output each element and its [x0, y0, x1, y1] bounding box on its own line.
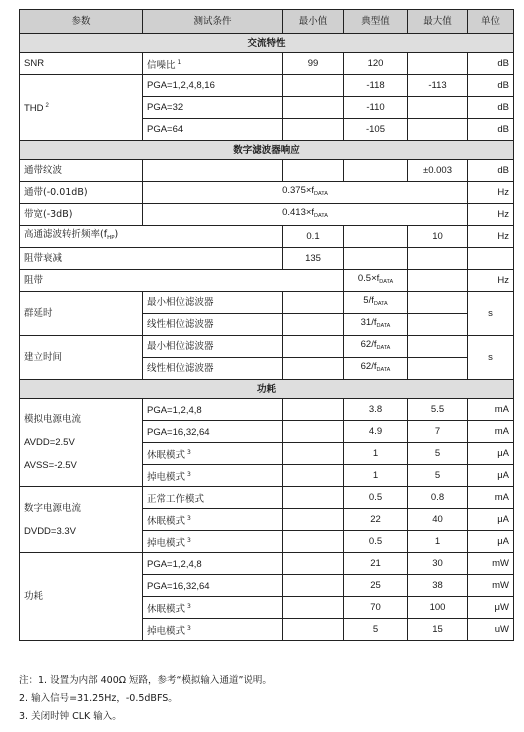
min-empty — [283, 487, 344, 509]
cond-pd: 掉电模式 $^3$ — [143, 619, 283, 641]
unit-thd: dB — [468, 75, 514, 97]
unit-passband: Hz — [468, 182, 514, 204]
min-empty — [283, 119, 344, 141]
param-bandwidth: 带宽(-3dB) — [20, 204, 143, 226]
section-filter: 数字滤波器响应 — [20, 141, 514, 160]
typ-empty — [344, 248, 408, 270]
typ-passband: $0.375\times f_{DATA}$ — [143, 182, 468, 204]
max-thd — [408, 119, 468, 141]
param-thd: THD $^2$ — [20, 75, 143, 141]
min-empty — [283, 97, 344, 119]
cond-analog: PGA=16,32,64 — [143, 421, 283, 443]
unit-empty — [468, 248, 514, 270]
param-line: 模拟电源电流 — [24, 414, 82, 425]
min-empty — [283, 421, 344, 443]
table-row — [20, 336, 514, 358]
max-pd: 38 — [408, 575, 468, 597]
unit-pd: uW — [468, 619, 514, 641]
param-snr: SNR — [20, 53, 143, 75]
unit-digital: mA — [468, 487, 514, 509]
typ-pd: 70 — [344, 597, 408, 619]
unit-analog: mA — [468, 399, 514, 421]
param-stopband: 阻带 — [20, 270, 344, 292]
table-row — [20, 487, 514, 509]
cond-analog: PGA=1,2,4,8 — [143, 399, 283, 421]
min-empty — [283, 292, 344, 314]
header-max: 最大值 — [408, 10, 468, 34]
min-snr: 99 — [283, 53, 344, 75]
max-thd — [408, 97, 468, 119]
min-empty — [283, 597, 344, 619]
table-row — [20, 553, 514, 575]
param-stopband-att: 阻带衰减 — [20, 248, 283, 270]
max-snr — [408, 53, 468, 75]
max-pd: 15 — [408, 619, 468, 641]
min-empty — [283, 575, 344, 597]
max-empty — [408, 336, 468, 358]
cond-group-delay: 线性相位滤波器 — [143, 314, 283, 336]
typ-settling: $62/f_{DATA}$ — [344, 336, 408, 358]
unit-thd: dB — [468, 97, 514, 119]
unit-pd: mW — [468, 553, 514, 575]
header-unit: 单位 — [468, 10, 514, 34]
footnotes — [19, 672, 513, 726]
param-line: AVDD=2.5V — [24, 437, 75, 448]
min-stopband-att: 135 — [283, 248, 344, 270]
table-row — [20, 292, 514, 314]
typ-analog: 3.8 — [344, 399, 408, 421]
typ-stopband: $0.5\times f_{DATA}$ — [344, 270, 408, 292]
unit-bandwidth: Hz — [468, 204, 514, 226]
min-empty — [283, 399, 344, 421]
typ-thd: -110 — [344, 97, 408, 119]
cond-snr: 信噪比 $^1$ — [143, 53, 283, 75]
typ-digital: 0.5 — [344, 531, 408, 553]
unit-thd: dB — [468, 119, 514, 141]
max-ripple: ±0.003 — [408, 160, 468, 182]
max-analog: 7 — [408, 421, 468, 443]
param-line: DVDD=3.3V — [24, 525, 77, 537]
spec-table — [19, 9, 514, 641]
param-line: AVSS=-2.5V — [24, 460, 77, 471]
typ-pd: 25 — [344, 575, 408, 597]
cond-thd: PGA=32 — [143, 97, 283, 119]
param-analog-supply — [20, 399, 143, 487]
cond-digital: 掉电模式 $^3$ — [143, 531, 283, 553]
param-line: 数字电源电流 — [24, 502, 82, 514]
typ-digital: 0.5 — [344, 487, 408, 509]
header-min: 最小值 — [283, 10, 344, 34]
unit-pd: μW — [468, 597, 514, 619]
cond-thd: PGA=1,2,4,8,16 — [143, 75, 283, 97]
cond-empty — [143, 160, 283, 182]
typ-snr: 120 — [344, 53, 408, 75]
unit-analog: μA — [468, 443, 514, 465]
unit-hpf: Hz — [468, 226, 514, 248]
unit-pd: mW — [468, 575, 514, 597]
cond-settling: 最小相位滤波器 — [143, 336, 283, 358]
max-empty — [408, 248, 468, 270]
table-row — [20, 248, 514, 270]
param-power-dissipation: 功耗 — [20, 553, 143, 641]
cond-digital: 正常工作模式 — [143, 487, 283, 509]
param-digital-supply — [20, 487, 143, 553]
cond-analog: 掉电模式 $^3$ — [143, 465, 283, 487]
min-empty — [283, 358, 344, 380]
unit-analog: μA — [468, 465, 514, 487]
max-empty — [408, 270, 468, 292]
cond-pd: PGA=16,32,64 — [143, 575, 283, 597]
unit-group-delay: s — [468, 292, 514, 336]
table-row — [20, 399, 514, 421]
typ-analog: 1 — [344, 443, 408, 465]
unit-digital: μA — [468, 531, 514, 553]
cond-settling: 线性相位滤波器 — [143, 358, 283, 380]
param-settling: 建立时间 — [20, 336, 143, 380]
typ-analog: 4.9 — [344, 421, 408, 443]
min-empty — [283, 531, 344, 553]
unit-digital: μA — [468, 509, 514, 531]
cond-thd: PGA=64 — [143, 119, 283, 141]
max-empty — [408, 358, 468, 380]
unit-snr: dB — [468, 53, 514, 75]
table-row — [20, 226, 514, 248]
typ-pd: 5 — [344, 619, 408, 641]
section-power: 功耗 — [20, 380, 514, 399]
section-ac: 交流特性 — [20, 34, 514, 53]
min-empty — [283, 619, 344, 641]
max-analog: 5.5 — [408, 399, 468, 421]
max-pd: 100 — [408, 597, 468, 619]
min-empty — [283, 336, 344, 358]
min-empty — [283, 553, 344, 575]
param-ripple: 通带纹波 — [20, 160, 143, 182]
table-row — [20, 75, 514, 97]
cond-pd: PGA=1,2,4,8 — [143, 553, 283, 575]
max-empty — [408, 314, 468, 336]
cond-pd: 休眠模式 $^3$ — [143, 597, 283, 619]
max-hpf: 10 — [408, 226, 468, 248]
typ-group-delay: $31/f_{DATA}$ — [344, 314, 408, 336]
unit-stopband: Hz — [468, 270, 514, 292]
table-row — [20, 160, 514, 182]
max-empty — [408, 292, 468, 314]
typ-settling: $62/f_{DATA}$ — [344, 358, 408, 380]
unit-settling: s — [468, 336, 514, 380]
max-thd: -113 — [408, 75, 468, 97]
header-param: 参数 — [20, 10, 143, 34]
typ-group-delay: $5/f_{DATA}$ — [344, 292, 408, 314]
min-empty — [283, 509, 344, 531]
typ-pd: 21 — [344, 553, 408, 575]
unit-ripple: dB — [468, 160, 514, 182]
param-passband: 通带(-0.01dB) — [20, 182, 143, 204]
max-pd: 30 — [408, 553, 468, 575]
min-empty — [283, 314, 344, 336]
header-typ: 典型值 — [344, 10, 408, 34]
cond-group-delay: 最小相位滤波器 — [143, 292, 283, 314]
cond-analog: 休眠模式 $^3$ — [143, 443, 283, 465]
max-analog: 5 — [408, 465, 468, 487]
header-row — [20, 10, 514, 34]
unit-analog: mA — [468, 421, 514, 443]
typ-analog: 1 — [344, 465, 408, 487]
max-analog: 5 — [408, 443, 468, 465]
typ-empty — [344, 160, 408, 182]
cond-digital: 休眠模式 $^3$ — [143, 509, 283, 531]
min-empty — [283, 443, 344, 465]
typ-digital: 22 — [344, 509, 408, 531]
typ-thd: -105 — [344, 119, 408, 141]
footnote-1: 注：1. 设置为内部 400Ω 短路，参考“模拟输入通道”说明。 — [19, 675, 272, 686]
typ-thd: -118 — [344, 75, 408, 97]
min-empty — [283, 160, 344, 182]
header-condition: 测试条件 — [143, 10, 283, 34]
min-empty — [283, 465, 344, 487]
table-row — [20, 204, 514, 226]
min-empty — [283, 75, 344, 97]
typ-empty — [344, 226, 408, 248]
max-digital: 0.8 — [408, 487, 468, 509]
typ-bandwidth: $0.413\times f_{DATA}$ — [143, 204, 468, 226]
param-group-delay: 群延时 — [20, 292, 143, 336]
param-hpf: 高通滤波转折频率$(f_{HP})$ — [20, 226, 283, 248]
table-row — [20, 53, 514, 75]
table-row — [20, 270, 514, 292]
min-hpf: 0.1 — [283, 226, 344, 248]
table-row — [20, 182, 514, 204]
footnote-2: 2. 输入信号=31.25Hz，-0.5dBFS。 — [19, 693, 178, 704]
max-digital: 40 — [408, 509, 468, 531]
max-digital: 1 — [408, 531, 468, 553]
footnote-3: 3. 关闭时钟 CLK 输入。 — [19, 711, 122, 722]
